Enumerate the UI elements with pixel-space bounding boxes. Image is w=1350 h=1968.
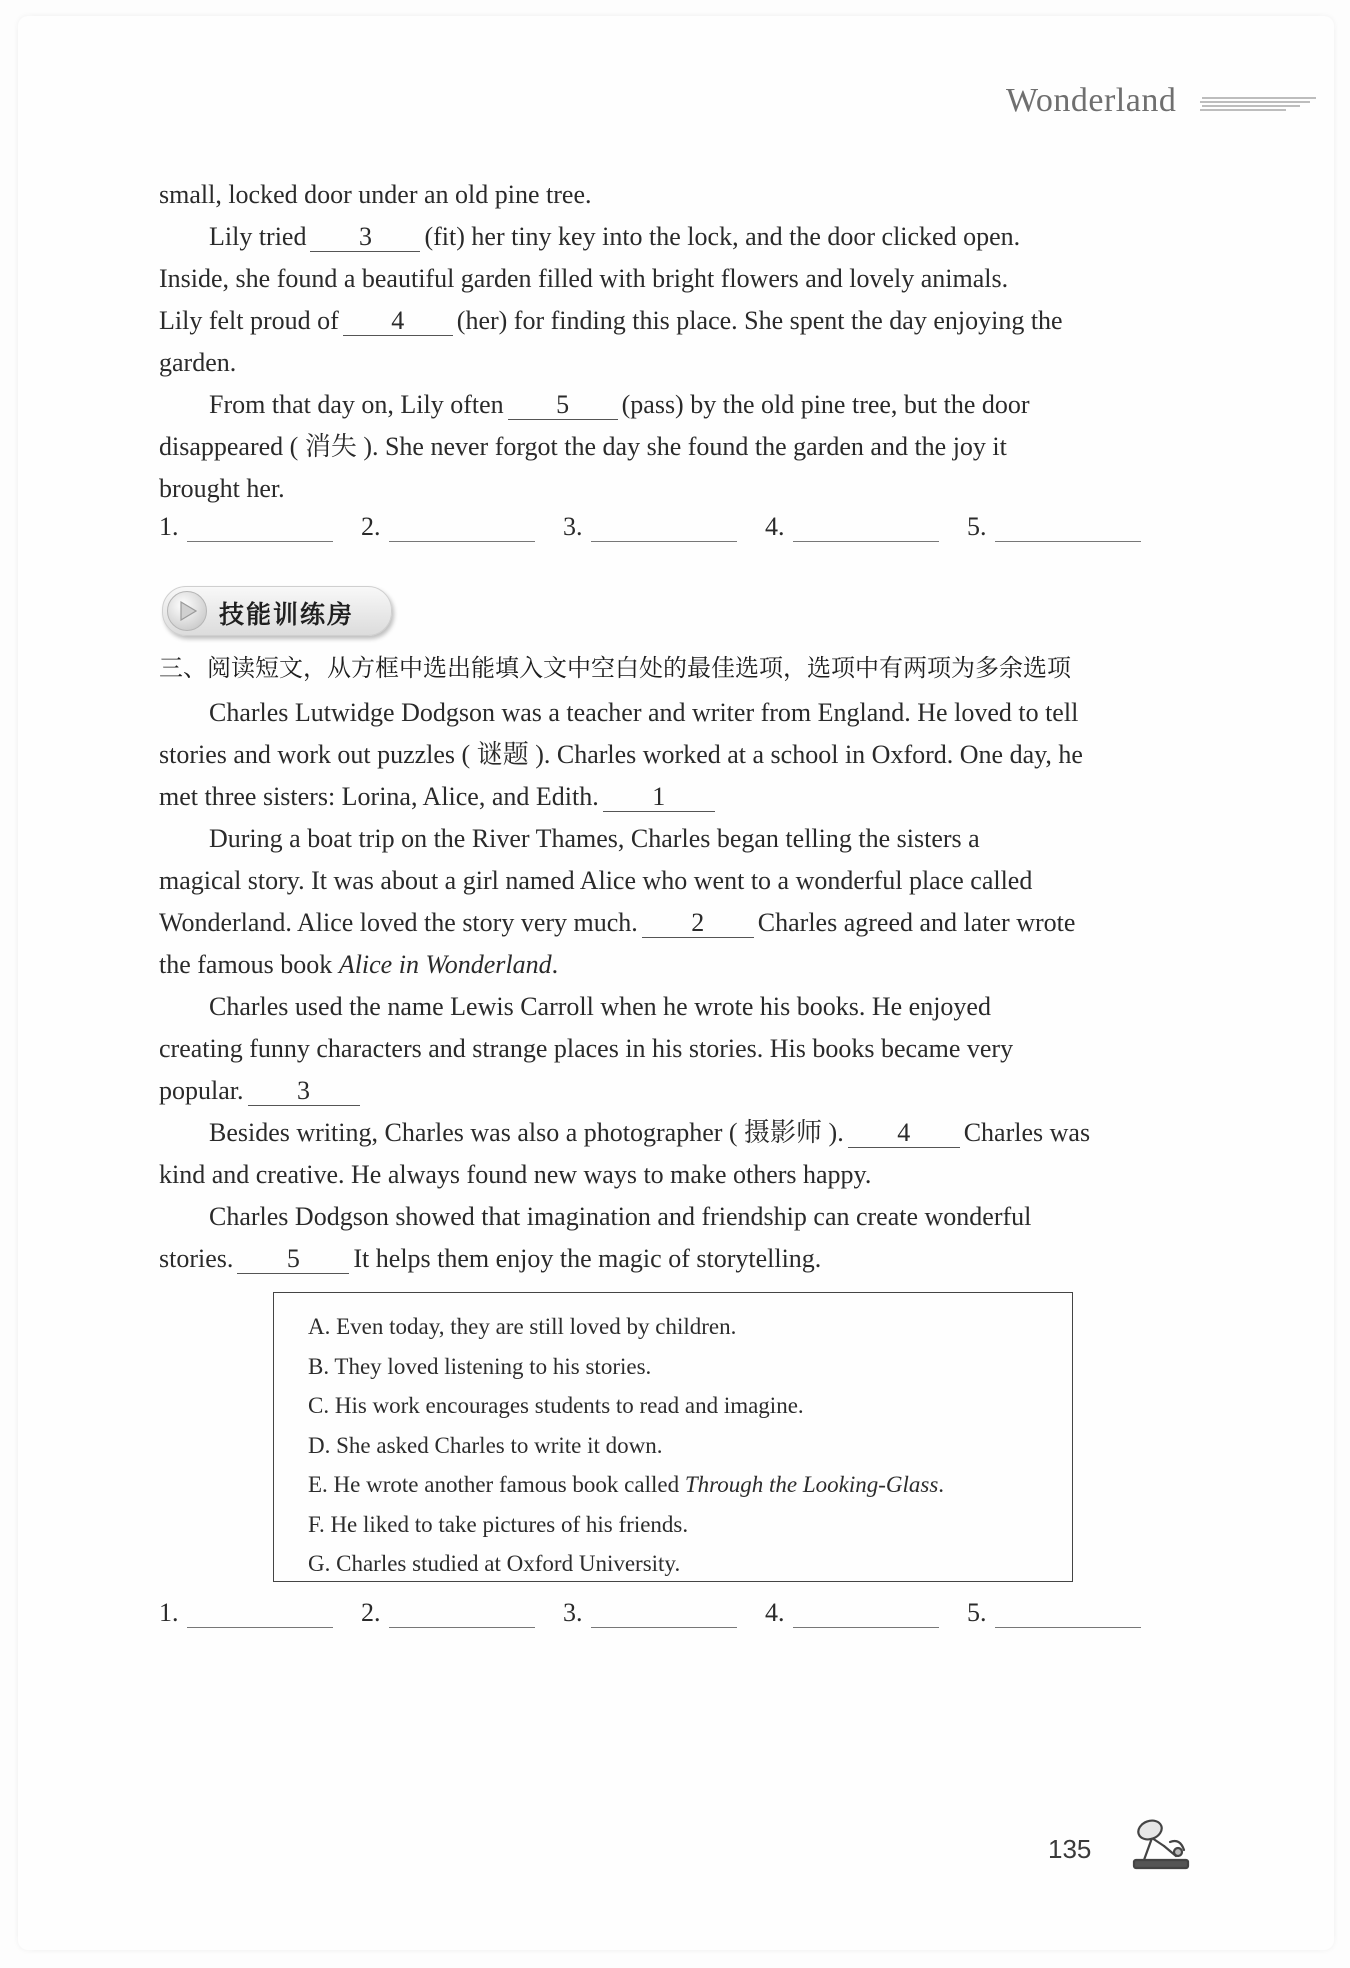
blank-3[interactable]: 3: [248, 1077, 360, 1106]
answer-number: 2.: [361, 512, 381, 541]
option-g: G. Charles studied at Oxford University.: [308, 1551, 681, 1576]
option-a: A. Even today, they are still loved by children.: [308, 1314, 737, 1339]
answer-line[interactable]: [389, 513, 535, 542]
passage-line: creating funny characters and strange places in his stories. His books became very: [159, 1034, 1014, 1063]
answer-number: 1.: [159, 512, 179, 541]
blank-1[interactable]: 1: [603, 783, 715, 812]
option-text: E. He wrote another famous book called: [308, 1472, 680, 1497]
blank-2[interactable]: 2: [642, 909, 754, 938]
passage-line: [159, 1112, 1199, 1154]
running-header-title: Wonderland: [1006, 82, 1177, 119]
passage-text: It helps them enjoy the magic of storytelling.: [353, 1244, 822, 1273]
blank-4[interactable]: 4: [343, 307, 453, 336]
answer-line[interactable]: [793, 513, 939, 542]
answer-slot[interactable]: [563, 512, 737, 542]
passage-line: small, locked door under an old pine tree.: [159, 180, 592, 209]
blank-5[interactable]: 5: [237, 1245, 349, 1274]
answer-slot[interactable]: [159, 512, 333, 542]
answer-number: 5.: [967, 1598, 987, 1627]
passage-text: stories.: [159, 1244, 234, 1273]
header-stripes-decoration: [1200, 96, 1318, 112]
options-box: [273, 1292, 1073, 1582]
passage-line: Charles Lutwidge Dodgson was a teacher and writer from England. He loved to tell: [209, 698, 1079, 727]
passage-two: [159, 692, 1199, 1280]
passage-line: Charles Dodgson showed that imagination and friendship can create wonderful: [209, 1202, 1032, 1231]
answer-line[interactable]: [389, 1599, 535, 1628]
passage-line: disappeared ( 消失 ). She never forgot the day she found the garden and the joy it: [159, 432, 1007, 461]
answer-row-two: [159, 1598, 1199, 1638]
passage-line: magical story. It was about a girl named Alice who went to a wonderful place called: [159, 866, 1033, 895]
answer-line[interactable]: [187, 513, 333, 542]
answer-line[interactable]: [187, 1599, 333, 1628]
passage-line: Inside, she found a beautiful garden filled with bright flowers and lovely animals.: [159, 264, 1009, 293]
exercise-instruction: 三、阅读短文，从方框中选出能填入文中空白处的最佳选项，选项中有两项为多余选项: [159, 654, 1071, 682]
play-icon: [167, 591, 207, 631]
passage-line: brought her.: [159, 474, 285, 503]
answer-line[interactable]: [591, 513, 737, 542]
answer-number: 3.: [563, 512, 583, 541]
blank-5[interactable]: 5: [508, 391, 618, 420]
answer-line[interactable]: [995, 1599, 1141, 1628]
passage-text: Lily felt proud of: [159, 306, 339, 335]
passage-line: [159, 300, 1199, 342]
answer-line[interactable]: [591, 1599, 737, 1628]
answer-number: 2.: [361, 1598, 381, 1627]
passage-text: From that day on, Lily often: [209, 390, 504, 419]
answer-number: 3.: [563, 1598, 583, 1627]
passage-text: popular.: [159, 1076, 244, 1105]
answer-slot[interactable]: [563, 1598, 737, 1628]
passage-line: Charles used the name Lewis Carroll when he wrote his books. He enjoyed: [209, 992, 991, 1021]
answer-number: 4.: [765, 512, 785, 541]
option-b: B. They loved listening to his stories.: [308, 1353, 652, 1379]
passage-line: garden.: [159, 348, 237, 377]
passage-text: Besides writing, Charles was also a photographer ( 摄影师 ).: [209, 1118, 844, 1147]
passage-line: [159, 944, 1199, 986]
answer-number: 4.: [765, 1598, 785, 1627]
answer-slot[interactable]: [765, 1598, 939, 1628]
passage-paragraph: [159, 216, 1199, 258]
passage-text: (her) for finding this place. She spent the day enjoying the: [456, 306, 1063, 335]
book-title: Through the Looking-Glass: [684, 1472, 939, 1497]
passage-line: [159, 776, 1199, 818]
blank-4[interactable]: 4: [848, 1119, 960, 1148]
passage-line: During a boat trip on the River Thames, Charles began telling the sisters a: [209, 824, 980, 853]
option-e: [308, 1465, 1072, 1505]
passage-text: (pass) by the old pine tree, but the door: [621, 390, 1030, 419]
answer-slot[interactable]: [159, 1598, 333, 1628]
passage-line: kind and creative. He always found new ways to make others happy.: [159, 1160, 872, 1189]
answer-slot[interactable]: [967, 512, 1141, 542]
passage-line: [159, 1070, 1199, 1112]
passage-one: [159, 174, 1199, 510]
book-title: Alice in Wonderland: [338, 950, 552, 979]
option-c: C. His work encourages students to read and imagine.: [308, 1393, 804, 1418]
answer-row-one: [159, 512, 1199, 552]
section-badge: [162, 586, 392, 636]
answer-number: 5.: [967, 512, 987, 541]
passage-text: the famous book: [159, 950, 333, 979]
passage-paragraph: [159, 384, 1199, 426]
answer-slot[interactable]: [361, 512, 535, 542]
passage-line: stories and work out puzzles ( 谜题 ). Charles worked at a school in Oxford. One day, he: [159, 740, 1083, 769]
option-text: .: [938, 1472, 945, 1497]
section-badge-label: 技能训练房: [219, 600, 355, 629]
answer-slot[interactable]: [967, 1598, 1141, 1628]
answer-slot[interactable]: [765, 512, 939, 542]
passage-text: met three sisters: Lorina, Alice, and Edith.: [159, 782, 599, 811]
answer-line[interactable]: [995, 513, 1141, 542]
passage-text: Charles was: [963, 1118, 1091, 1147]
answer-slot[interactable]: [361, 1598, 535, 1628]
blank-3[interactable]: 3: [310, 223, 420, 252]
passage-text: .: [551, 950, 559, 979]
passage-text: Wonderland. Alice loved the story very much.: [159, 908, 638, 937]
option-f: F. He liked to take pictures of his friends.: [308, 1511, 689, 1537]
passage-text: (fit) her tiny key into the lock, and the door clicked open.: [424, 222, 1021, 251]
reading-lamp-mascot-icon: [1130, 1816, 1192, 1872]
passage-text: Charles agreed and later wrote: [757, 908, 1076, 937]
answer-number: 1.: [159, 1598, 179, 1627]
passage-line: [159, 1238, 1199, 1280]
option-d: D. She asked Charles to write it down.: [308, 1432, 663, 1458]
passage-line: [159, 902, 1199, 944]
page-number: 135: [1048, 1834, 1092, 1864]
answer-line[interactable]: [793, 1599, 939, 1628]
passage-text: Lily tried: [209, 222, 307, 251]
